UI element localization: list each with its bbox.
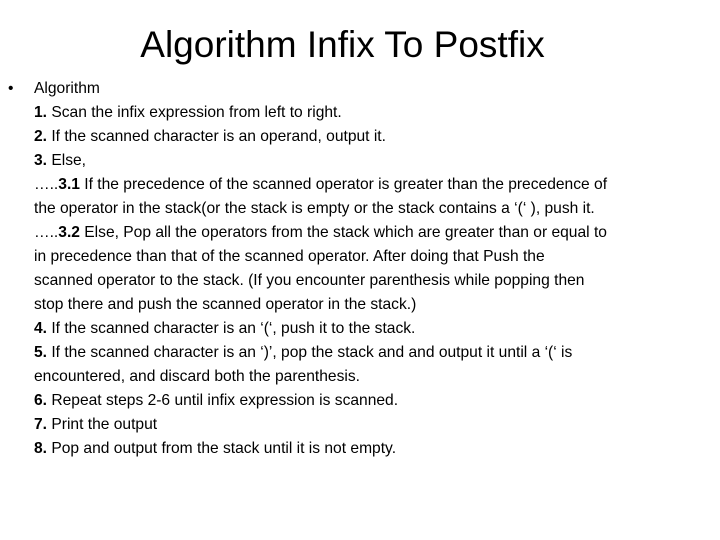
indent-dots: ….. [34, 224, 59, 241]
step-number: 3.1 [58, 176, 80, 193]
bullet-point-icon: • [8, 80, 14, 97]
step-text: stop there and push the scanned operator in the stack.) [34, 296, 417, 313]
algorithm-line [34, 125, 712, 149]
step-number: 1. [34, 104, 48, 121]
bullet-heading: Algorithm [34, 80, 100, 97]
algorithm-line [34, 437, 712, 461]
step-text: in precedence than that of the scanned operator. After doing that Push the [34, 248, 545, 265]
bullet-item [8, 77, 712, 461]
slide-content [8, 77, 712, 461]
algorithm-line [34, 317, 712, 341]
algorithm-line [34, 413, 712, 437]
step-text: Repeat steps 2-6 until infix expression is scanned. [47, 392, 399, 409]
step-text: Pop and output from the stack until it is not empty. [47, 440, 397, 457]
algorithm-line [34, 221, 712, 245]
indent-dots: ….. [34, 176, 59, 193]
step-number: 5. [34, 344, 48, 361]
algorithm-line [34, 293, 712, 317]
step-text: If the scanned character is an ‘(‘, push it to the stack. [47, 320, 416, 337]
step-text: Print the output [47, 416, 158, 433]
step-text: If the scanned character is an operand, output it. [47, 128, 386, 145]
step-text: If the precedence of the scanned operator is greater than the precedence of [79, 176, 608, 193]
algorithm-line [34, 101, 712, 125]
algorithm-line [34, 365, 712, 389]
algorithm-steps [34, 101, 712, 461]
algorithm-line [34, 245, 712, 269]
step-text: If the scanned character is an ‘)’, pop the stack and and output it until a ‘(‘ is [47, 344, 573, 361]
step-number: 8. [34, 440, 48, 457]
algorithm-line [34, 173, 712, 197]
step-text: scanned operator to the stack. (If you encounter parenthesis while popping then [34, 272, 585, 289]
step-text: Else, Pop all the operators from the stack which are greater than or equal to [79, 224, 607, 241]
step-number: 3.2 [58, 224, 80, 241]
step-text: encountered, and discard both the parenthesis. [34, 368, 360, 385]
algorithm-line [34, 269, 712, 293]
algorithm-line [34, 149, 712, 173]
algorithm-line [34, 389, 712, 413]
step-number: 6. [34, 392, 48, 409]
algorithm-line [34, 197, 712, 221]
step-text: the operator in the stack(or the stack is empty or the stack contains a ‘(‘ ), push it. [34, 200, 595, 217]
step-text: Else, [47, 152, 87, 169]
step-number: 4. [34, 320, 48, 337]
step-number: 7. [34, 416, 48, 433]
step-text: Scan the infix expression from left to right. [47, 104, 342, 121]
step-number: 2. [34, 128, 48, 145]
algorithm-line [34, 341, 712, 365]
step-number: 3. [34, 152, 48, 169]
slide-title: Algorithm Infix To Postfix [140, 24, 545, 65]
